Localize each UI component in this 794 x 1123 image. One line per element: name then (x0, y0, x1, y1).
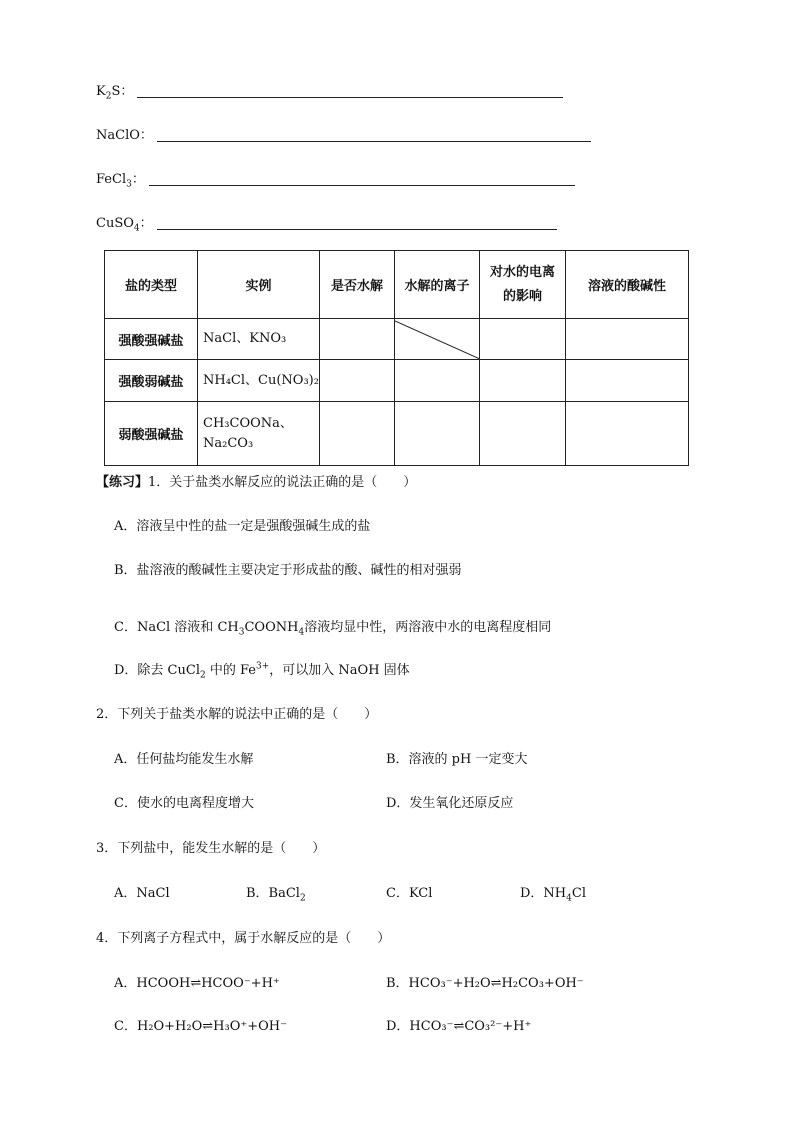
row-example-line1: CH₃COONa、 (203, 415, 293, 431)
fill-label-sub: 2 (105, 91, 112, 102)
question-text: 1．关于盐类水解反应的说法正确的是（ ） (148, 475, 417, 490)
header-effect-on-water (480, 251, 566, 319)
option-sup: 3+ (256, 661, 270, 672)
header-effect-line1: 对水的电离 (489, 264, 555, 280)
row-example: NaCl、KNO₃ (198, 319, 320, 360)
salt-hydrolysis-table (104, 250, 689, 466)
row-type: 强酸强碱盐 (105, 319, 198, 360)
answer-cell[interactable] (480, 402, 566, 466)
table-row (105, 319, 689, 360)
option-text: 中的 Fe (205, 663, 256, 678)
row-example: NH₄Cl、Cu(NO₃)₂ (198, 360, 320, 402)
option-text: COONH (244, 620, 299, 635)
row-type: 弱酸强碱盐 (105, 402, 198, 466)
q1-option-b[interactable]: B．盐溶液的酸碱性主要决定于形成盐的酸、碱性的相对强弱 (114, 563, 462, 578)
answer-cell[interactable] (480, 319, 566, 360)
option-sub: 2 (199, 670, 206, 681)
answer-cell[interactable] (566, 360, 689, 402)
option-sub: 2 (299, 893, 306, 904)
q4-option-a[interactable]: A．HCOOH⇌HCOO⁻+H⁺ (114, 976, 280, 991)
fill-label-suffix: ： (131, 172, 145, 187)
option-text: 溶液均显中性，两溶液中水的电离程度相同 (304, 620, 552, 635)
q3-option-d[interactable] (520, 885, 586, 903)
row-example (198, 402, 320, 466)
option-text: D．除去 CuCl (114, 663, 200, 678)
fill-line-cuso4 (96, 212, 557, 232)
header-acidity: 溶液的酸碱性 (566, 251, 689, 319)
fill-label-sub: 4 (133, 223, 140, 234)
row-example-line2: Na₂CO₃ (203, 435, 254, 451)
diagonal-slash (395, 319, 480, 360)
option-text: C．NaCl 溶液和 CH (114, 620, 239, 635)
fill-label-suffix: S： (111, 84, 134, 99)
answer-cell[interactable] (566, 402, 689, 466)
question-4-stem: 4．下列离子方程式中，属于水解反应的是（ ） (96, 931, 391, 946)
answer-cell[interactable] (480, 360, 566, 402)
practice-label: 【练习】 (96, 475, 149, 490)
q3-option-b[interactable] (246, 885, 306, 903)
header-hydrolyzed-ion: 水解的离子 (395, 251, 480, 319)
q3-option-c[interactable]: C．KCl (386, 886, 433, 901)
answer-blank[interactable] (157, 140, 591, 142)
q2-option-b[interactable]: B．溶液的 pH 一定变大 (386, 752, 528, 767)
answer-cell[interactable] (320, 360, 395, 402)
fill-line-k2s (96, 80, 563, 100)
q3-option-a[interactable]: A．NaCl (114, 886, 170, 901)
answer-cell[interactable] (566, 319, 689, 360)
header-example: 实例 (198, 251, 320, 319)
table-row (105, 402, 689, 466)
answer-cell[interactable] (395, 360, 480, 402)
question-1-stem (96, 474, 416, 492)
option-text: B．BaCl (246, 886, 300, 901)
header-effect-line2: 的影响 (502, 288, 542, 304)
answer-blank[interactable] (137, 96, 563, 98)
option-text: D．NH (520, 886, 567, 901)
question-3-stem: 3．下列盐中，能发生水解的是（ ） (96, 841, 326, 856)
question-2-stem: 2．下列关于盐类水解的说法中正确的是（ ） (96, 707, 378, 722)
q2-option-a[interactable]: A．任何盐均能发生水解 (114, 752, 254, 767)
option-sub: 4 (298, 627, 305, 638)
fill-line-naclo (96, 124, 591, 144)
q1-option-c[interactable] (114, 619, 551, 637)
fill-label: FeCl (96, 172, 127, 187)
fill-label-suffix: ： (139, 216, 153, 231)
fill-label-sub: 3 (126, 179, 132, 190)
option-text: Cl (571, 886, 586, 901)
row-type: 强酸弱碱盐 (105, 360, 198, 402)
q4-option-d[interactable]: D．HCO₃⁻⇌CO₃²⁻+H⁺ (386, 1019, 532, 1034)
fill-label: K (96, 84, 106, 99)
answer-cell[interactable] (395, 402, 480, 466)
q1-option-a[interactable]: A．溶液呈中性的盐一定是强酸强碱生成的盐 (114, 519, 371, 534)
q4-option-c[interactable]: C．H₂O+H₂O⇌H₃O⁺+OH⁻ (114, 1019, 287, 1034)
fill-label: NaClO： (96, 128, 153, 143)
q2-option-c[interactable]: C．使水的电离程度增大 (114, 796, 254, 811)
header-hydrolyzes: 是否水解 (320, 251, 395, 319)
option-sub: 4 (566, 893, 572, 904)
q2-option-d[interactable]: D．发生氧化还原反应 (386, 796, 514, 811)
diagonal-cell (395, 319, 480, 360)
q1-option-d[interactable] (114, 662, 410, 680)
fill-label: CuSO (96, 216, 134, 231)
option-sub: 3 (238, 627, 245, 638)
q4-option-b[interactable]: B．HCO₃⁻+H₂O⇌H₂CO₃+OH⁻ (386, 976, 584, 991)
answer-cell[interactable] (320, 402, 395, 466)
table-header-row (105, 251, 689, 319)
answer-blank[interactable] (157, 228, 557, 230)
option-text: ，可以加入 NaOH 固体 (269, 663, 410, 678)
answer-cell[interactable] (320, 319, 395, 360)
header-salt-type: 盐的类型 (105, 251, 198, 319)
fill-line-fecl3 (96, 168, 575, 188)
answer-blank[interactable] (149, 184, 575, 186)
table-row (105, 360, 689, 402)
